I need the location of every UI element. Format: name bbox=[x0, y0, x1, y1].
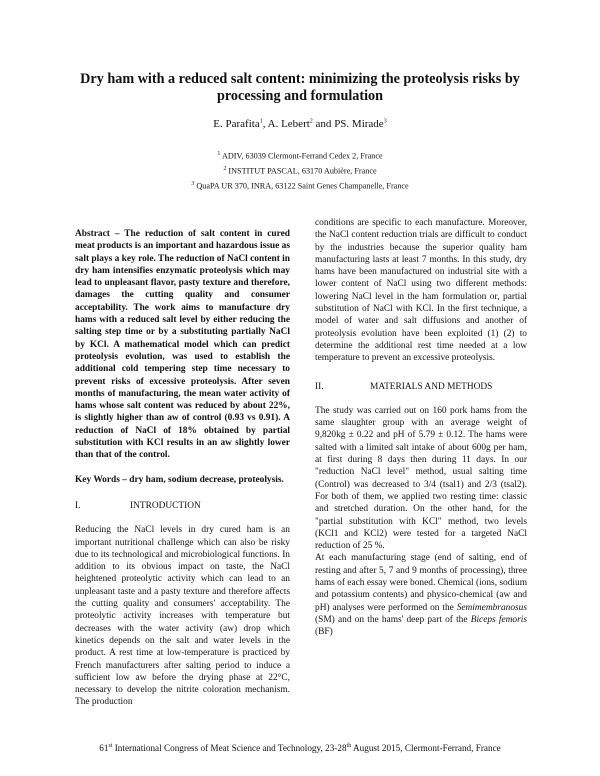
section-heading-introduction: I. INTRODUCTION bbox=[75, 500, 201, 511]
section-heading-methods: II. MATERIALS AND METHODS bbox=[315, 381, 493, 392]
paper-title: Dry ham with a reduced salt content: minimizing the proteolysis risks by processing and formulation bbox=[80, 71, 520, 104]
keywords: Key Words – dry ham, sodium decrease, proteolysis. bbox=[75, 474, 284, 485]
affiliation-1: $^1$ ADIV, 63039 Clermont-Ferrand Cedex 2, France bbox=[217, 151, 383, 161]
introduction-text: Reducing the NaCl levels in dry cured ham is an important nutritional challenge which can also be risky due to its technological and microbiological functions. In addition to its obvious impact on taste, the NaCl heightened proteolytic activity which can lead to an unpleasant taste and a pasty texture and therefore affects the cutting quality and consumers' acceptability. The proteolytic activity increases with temperature but decreases with the water activity (aw) drop which kinetics depends on the salt and water levels in the product. A rest time at low-temperature is practiced by French manufacturers after salting period to induce a sufficient low aw before the drying phase at 22°C, necessary to develop the nitrite coloration mechanism. The production bbox=[75, 525, 290, 708]
author-2: A. Lebert bbox=[267, 118, 310, 130]
methods-paragraph-1: The study was carried out on 160 pork hams from the same slaughter group with an average weight of 9,820kg ± 0.22 and pH of 5.79 ± 0.12. The hams were salted with a limited salt intake of about 600g per ham, at first during 8 days then during 11 days. In our "reduction NaCl level" method, usual salting time (Control) was decreased to 3/4 (tsal1) and 2/3 (tsal2). For both of them, we applied two resting time: classic and stretched duration. On the other hand, for the "partial substitution with KCl" method, two levels (KCl1 and KCl2) were tested for a targeted NaCl reduction of 25 %. bbox=[315, 405, 527, 552]
author-3: PS. Mirade bbox=[334, 118, 384, 130]
page-footer: 61st International Congress of Meat Science and Technology, 23-28th August 2015, Clermont-Ferrand, France bbox=[99, 743, 501, 754]
abstract: Abstract – The reduction of salt content in cured meat products is an important and hazardous issue as salt plays a key role. The reduction of NaCl content in dry ham intensifies enzymatic proteolysis which may lead to unpleasant flavor, pasty texture and therefore, damages the cutting quality and consumer acceptability. The work aims to manufacture dry hams with a reduced salt level by either reducing the salting step time or by a substituting partially NaCl by KCl. A mathematical model which can predict proteolysis evolution, was used to establish the additional cold tempering step time necessary to prevent risks of excessive proteolysis. After seven months of manufacturing, the mean water activity of hams whose salt content was reduced by about 22%, is slightly higher than aw of control (0.93 vs 0.91). A reduction of NaCl of 18% obtained by partial substitution with KCl results in an aw slightly lower than that of the control. bbox=[75, 229, 290, 461]
affiliation-2: $^2$ INSTITUT PASCAL, 63170 Aubière, France bbox=[223, 166, 377, 176]
right-column bbox=[315, 217, 527, 639]
author-1: E. Parafita bbox=[213, 118, 260, 130]
author-line: E. Parafita$^1$, A. Lebert$^2$ and PS. Mirade$^3$ bbox=[213, 118, 387, 130]
affiliation-3: $^3$ QuaPA UR 370, INRA, 63122 Saint Genes Champanelle, France bbox=[191, 181, 409, 191]
methods-paragraph-2: At each manufacturing stage (end of salting, end of resting and after 5, 7 and 9 months of processing), three hams of each essay were boned. Chemical (ions, sodium and potassium contents) and physico-chemical (aw and pH) analyses were performed on the Semimembranosus (SM) and on the hams' deep part of the Biceps femoris (BF) bbox=[315, 553, 528, 638]
left-column bbox=[75, 228, 290, 709]
introduction-continued: conditions are specific to each manufacture. Moreover, the NaCl content reduction trials are difficult to conduct by the industries because the superior quality ham manufacturing lasts at least 7 months. In this study, dry hams have been manufactured on industrial site with a lower content of NaCl using two different methods: lowering NaCl level in the ham formulation or, partial substitution of NaCl with KCl. In the first technique, a model of water and salt diffusions and another of proteolysis evolution have been exploited (1) (2) to determine the additional rest time needed at a low temperature to prevent an excessive proteolysis. bbox=[315, 218, 527, 364]
